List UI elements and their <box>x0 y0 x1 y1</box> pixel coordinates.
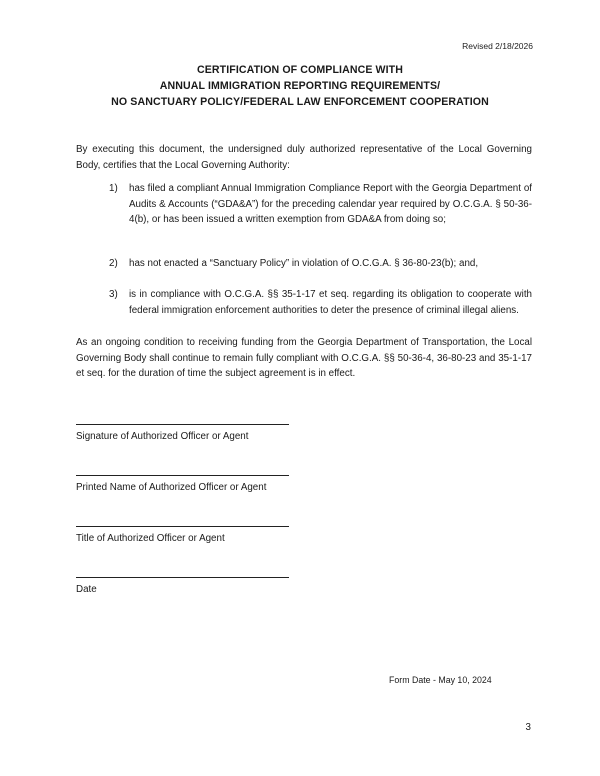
signature-field[interactable] <box>76 424 376 443</box>
signature-label: Signature of Authorized Officer or Agent <box>76 431 249 442</box>
document-title <box>0 62 600 110</box>
list-item-text: is in compliance with O.C.G.A. §§ 35-1-17 et seq. regarding its obligation to cooperate with federal immigration enforcement authorities to deter the presence of criminal illegal aliens. <box>129 289 532 316</box>
list-item-number: 1) <box>109 183 118 194</box>
date-field[interactable] <box>76 577 376 596</box>
title-field[interactable] <box>76 526 376 545</box>
title-line-2: ANNUAL IMMIGRATION REPORTING REQUIREMENTS/ <box>159 80 441 92</box>
list-item-1 <box>76 181 532 228</box>
title-label: Title of Authorized Officer or Agent <box>76 533 225 544</box>
list-item-number: 3) <box>109 289 118 300</box>
title-line-1: CERTIFICATION OF COMPLIANCE WITH <box>196 64 404 76</box>
date-label: Date <box>76 584 97 595</box>
date-line[interactable] <box>76 577 289 578</box>
closing-paragraph: As an ongoing condition to receiving funding from the Georgia Department of Transportation, the Local Governing Body shall continue to remain fully compliant with O.C.G.A. §§ 50-36-4, 36-80-23 and 35-1-17 et seq. for the duration of time the subject agreement is in effect. <box>76 337 532 379</box>
printed-name-field[interactable] <box>76 475 376 494</box>
revised-date: Revised 2/18/2026 <box>462 41 533 51</box>
list-item-2 <box>76 256 532 272</box>
signature-line[interactable] <box>76 424 289 425</box>
printed-name-line[interactable] <box>76 475 289 476</box>
form-date: Form Date - May 10, 2024 <box>389 675 492 685</box>
list-item-text: has not enacted a “Sanctuary Policy” in violation of O.C.G.A. § 36-80-23(b); and, <box>129 258 479 269</box>
title-line-3: NO SANCTUARY POLICY/FEDERAL LAW ENFORCEMENT COOPERATION <box>111 96 489 108</box>
list-item-number: 2) <box>109 258 118 269</box>
printed-name-label: Printed Name of Authorized Officer or Agent <box>76 482 267 493</box>
intro-paragraph: By executing this document, the undersigned duly authorized representative of the Local Governing Body, certifies that the Local Governing Authority: <box>76 144 532 171</box>
title-line[interactable] <box>76 526 289 527</box>
page-number: 3 <box>525 722 531 733</box>
list-item-3 <box>76 287 532 318</box>
list-item-text: has filed a compliant Annual Immigration Compliance Report with the Georgia Department of Audits & Accounts (“GDA&A”) for the preceding calendar year required by O.C.G.A. § 50-36-4(b), or has been issued a written exemption from GDA&A from doing so; <box>129 183 532 225</box>
